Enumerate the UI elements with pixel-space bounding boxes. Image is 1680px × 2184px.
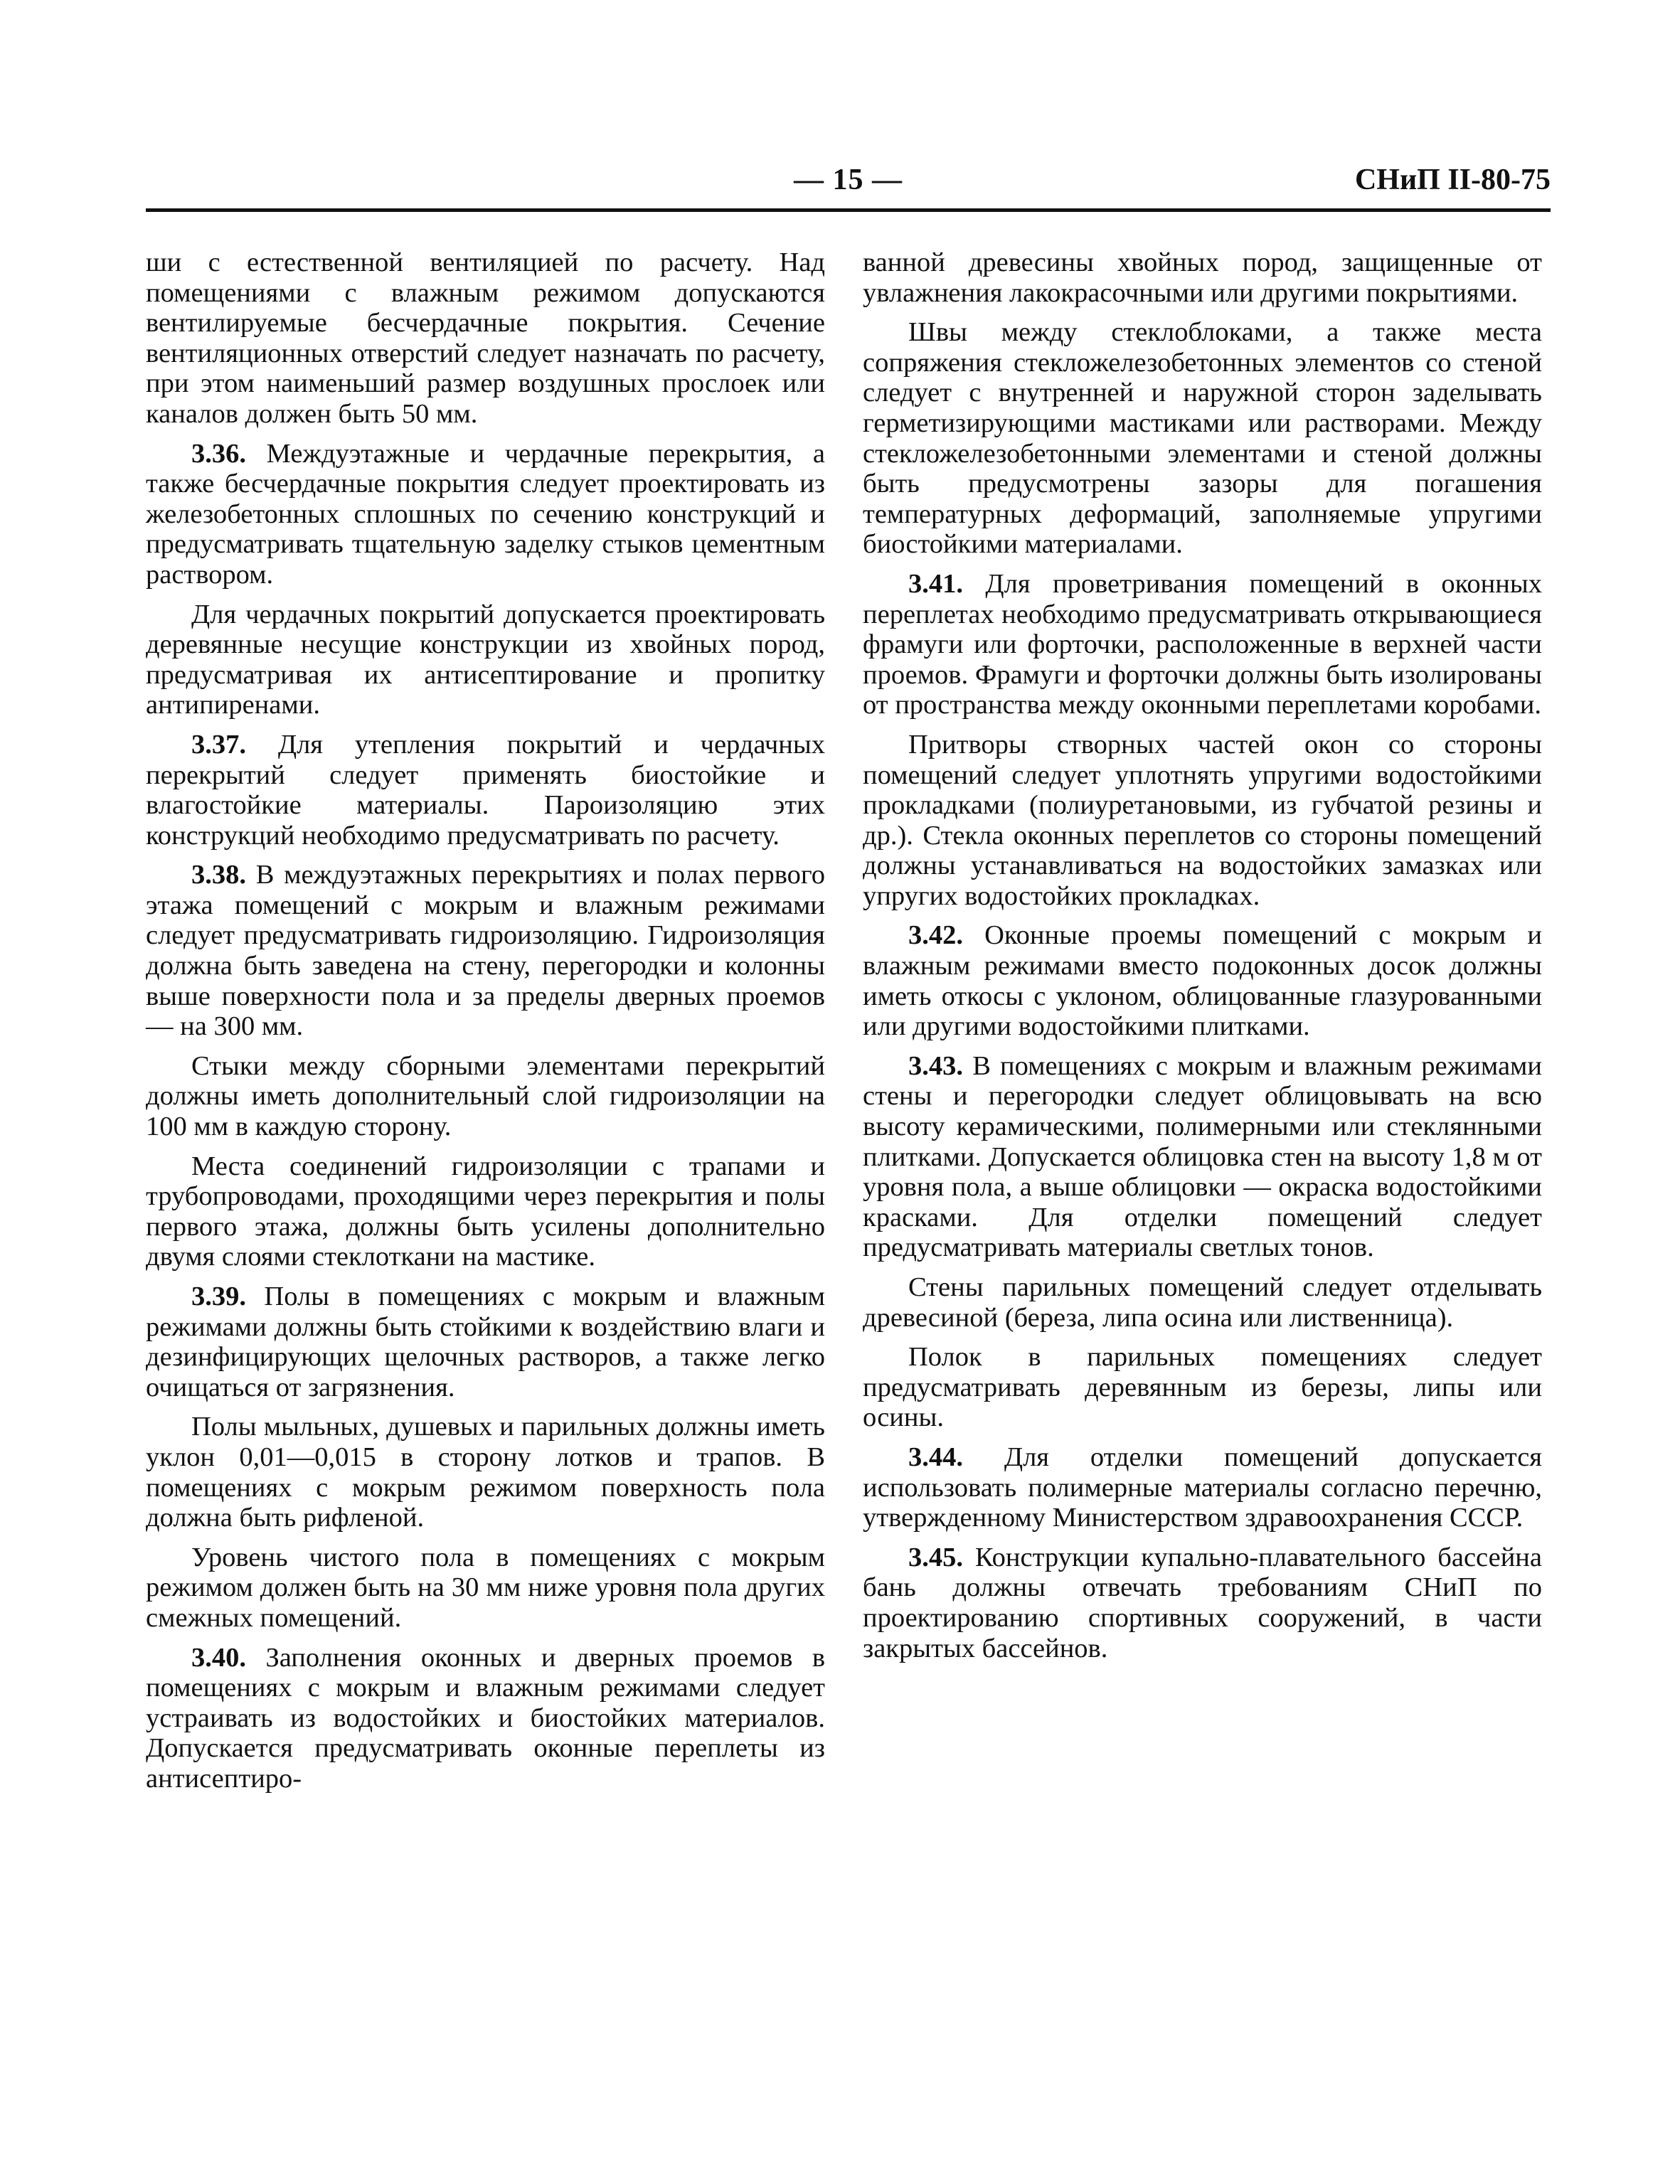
paragraph-text: Для чердачных покрытий допускается проектировать деревянные несущие конструкции из хвойных пород, предусматривая их антисептирование и пропитку антипиренами.: [146, 599, 825, 720]
paragraph: [863, 730, 1542, 912]
paragraph-text: Оконные проемы помещений с мокрым и влажным режимами вместо подоконных досок должны иметь откосы с уклоном, облицованные глазурованными или другими водостойкими плитками.: [863, 920, 1543, 1042]
paragraph: [146, 1051, 825, 1142]
header-rule: [146, 208, 1551, 212]
paragraph: [863, 569, 1542, 720]
paragraph: [863, 317, 1542, 560]
clause-number: 3.37.: [191, 729, 246, 760]
paragraph-text: Для отделки помещений допускается использовать полимерные материалы согласно перечню, утвержденному Министерством здравоохранения СССР.: [863, 1442, 1543, 1533]
paragraph-text: Места соединений гидроизоляции с трапами и трубопроводами, проходящими через перекрытия и полы первого этажа, должны быть усилены дополнительно двумя слоями стеклоткани на мастике.: [146, 1151, 825, 1272]
paragraph: [146, 1543, 825, 1634]
paragraph: [146, 860, 825, 1042]
paragraph-text: Стены парильных помещений следует отделывать древесиной (береза, липа осина или лиственница).: [863, 1272, 1542, 1333]
paragraph-text: ванной древесины хвойных пород, защищенные от увлажнения лакокрасочными или другими покрытиями.: [863, 247, 1542, 308]
paragraph: [863, 1272, 1542, 1333]
paragraph: [863, 1342, 1542, 1433]
paragraph-text: Стыки между сборными элементами перекрытий должны иметь дополнительный слой гидроизоляции на 100 мм в каждую сторону.: [146, 1050, 825, 1142]
clause-number: 3.38.: [191, 860, 246, 890]
paragraph-text: Полы в помещениях с мокрым и влажным режимами должны быть стойкими к воздействию влаги и дезинфицирующих щелочных растворов, а также легко очищаться от загрязнения.: [146, 1282, 826, 1402]
paragraph: [146, 439, 825, 590]
paragraph-text: Междуэтажные и чердачные перекрытия, а также бесчердачные покрытия следует проектировать из железобетонных сплошных по сечению конструкций и предусматривать тщательную заделку стыков цементным раствором.: [146, 438, 825, 590]
page-header: [146, 160, 1551, 208]
paragraph: [146, 600, 825, 720]
document-code: СНиП II-80-75: [1354, 164, 1551, 196]
paragraph: [863, 1051, 1542, 1263]
paragraph-text: Для проветривания помещений в оконных переплетах необходимо предусматривать открывающиеся фрамуги или форточки, расположенные в верхней части проемов. Фрамуги и форточки должны быть изолированы от пространства между оконными переплетами коробами.: [863, 568, 1543, 720]
right-column: [863, 247, 1542, 1673]
paragraph-text: Конструкции купально-плавательного бассейна бань должны отвечать требованиям СНиП по проектированию спортивных сооружений, в части закрытых бассейнов.: [863, 1542, 1542, 1663]
clause-number: 3.42.: [908, 920, 963, 951]
paragraph-text: Швы между стеклоблоками, а также места сопряжения стекложелезобетонных элементов со стеной следует с внутренней и наружной сторон заделывать герметизирующими мастиками или растворами. Между стекложелезобетонными элементами и стеной должны быть предусмотрены зазоры для погашения температурных деформаций, заполняемые упругими биостойкими материалами.: [863, 317, 1542, 560]
clause-number: 3.44.: [908, 1442, 963, 1472]
clause-number: 3.40.: [191, 1642, 246, 1673]
paragraph-text: Полок в парильных помещениях следует предусматривать деревянным из березы, липы или осины.: [863, 1342, 1542, 1433]
paragraph: [146, 1412, 825, 1533]
paragraph-text: В междуэтажных перекрытиях и полах первого этажа помещений с мокрым и влажным режимами следует предусматривать гидроизоляцию. Гидроизоляция должна быть заведена на стену, перегородки и колонны выше поверхности пола и за пределы дверных проемов — на 300 мм.: [146, 860, 825, 1042]
paragraph-text: В помещениях с мокрым и влажным режимами стены и перегородки следует облицовывать на всю высоту керамическими, полимерными или стеклянными плитками. Допускается облицовка стен на высоту 1,8 м от уровня пола, а выше облицовки — окраска водостойкими красками. Для отделки помещений следует предусматривать материалы светлых тонов.: [863, 1050, 1543, 1263]
paragraph-text: Заполнения оконных и дверных проемов в помещениях с мокрым и влажным режимами следует устраивать из водостойких и биостойких материалов. Допускается предусматривать оконные переплеты из антисептиро-: [146, 1642, 826, 1794]
paragraph: [146, 730, 825, 851]
paragraph: [863, 920, 1542, 1041]
clause-number: 3.41.: [908, 568, 963, 599]
paragraph-text: Для утепления покрытий и чердачных перекрытий следует применять биостойкие и влагостойкие материалы. Пароизоляцию этих конструкций необходимо предусматривать по расчету.: [146, 729, 826, 851]
paragraph-text: ши с естественной вентиляцией по расчету. Над помещениями с влажным режимом допускаются вентилируемые бесчердачные покрытия. Сечение вентиляционных отверстий следует назначать по расчету, при этом наименьший размер воздушных прослоек или каналов должен быть 50 мм.: [146, 247, 825, 429]
paragraph: [146, 247, 825, 430]
paragraph: [146, 1643, 825, 1794]
paragraph: [863, 1543, 1542, 1663]
paragraph: [146, 1151, 825, 1272]
paragraph-text: Притворы створных частей окон со стороны помещений следует уплотнять упругими водостойкими прокладками (полиуретановыми, из губчатой резины и др.). Стекла оконных переплетов со стороны помещений должны устанавливаться на водостойких замазках или упругих водостойких прокладках.: [863, 729, 1542, 911]
clause-number: 3.43.: [908, 1050, 963, 1081]
clause-number: 3.36.: [191, 438, 246, 469]
paragraph: [863, 247, 1542, 308]
paragraph-text: Уровень чистого пола в помещениях с мокрым режимом должен быть на 30 мм ниже уровня пола других смежных помещений.: [146, 1542, 825, 1633]
paragraph: [146, 1282, 825, 1402]
clause-number: 3.45.: [908, 1542, 963, 1572]
paragraph: [863, 1442, 1542, 1533]
page-number: — 15 —: [794, 164, 903, 196]
paragraph-text: Полы мыльных, душевых и парильных должны иметь уклон 0,01—0,015 в сторону лотков и трапов. В помещениях с мокрым режимом поверхность пола должна быть рифленой.: [146, 1412, 825, 1533]
left-column: [146, 247, 825, 1804]
clause-number: 3.39.: [191, 1282, 246, 1311]
